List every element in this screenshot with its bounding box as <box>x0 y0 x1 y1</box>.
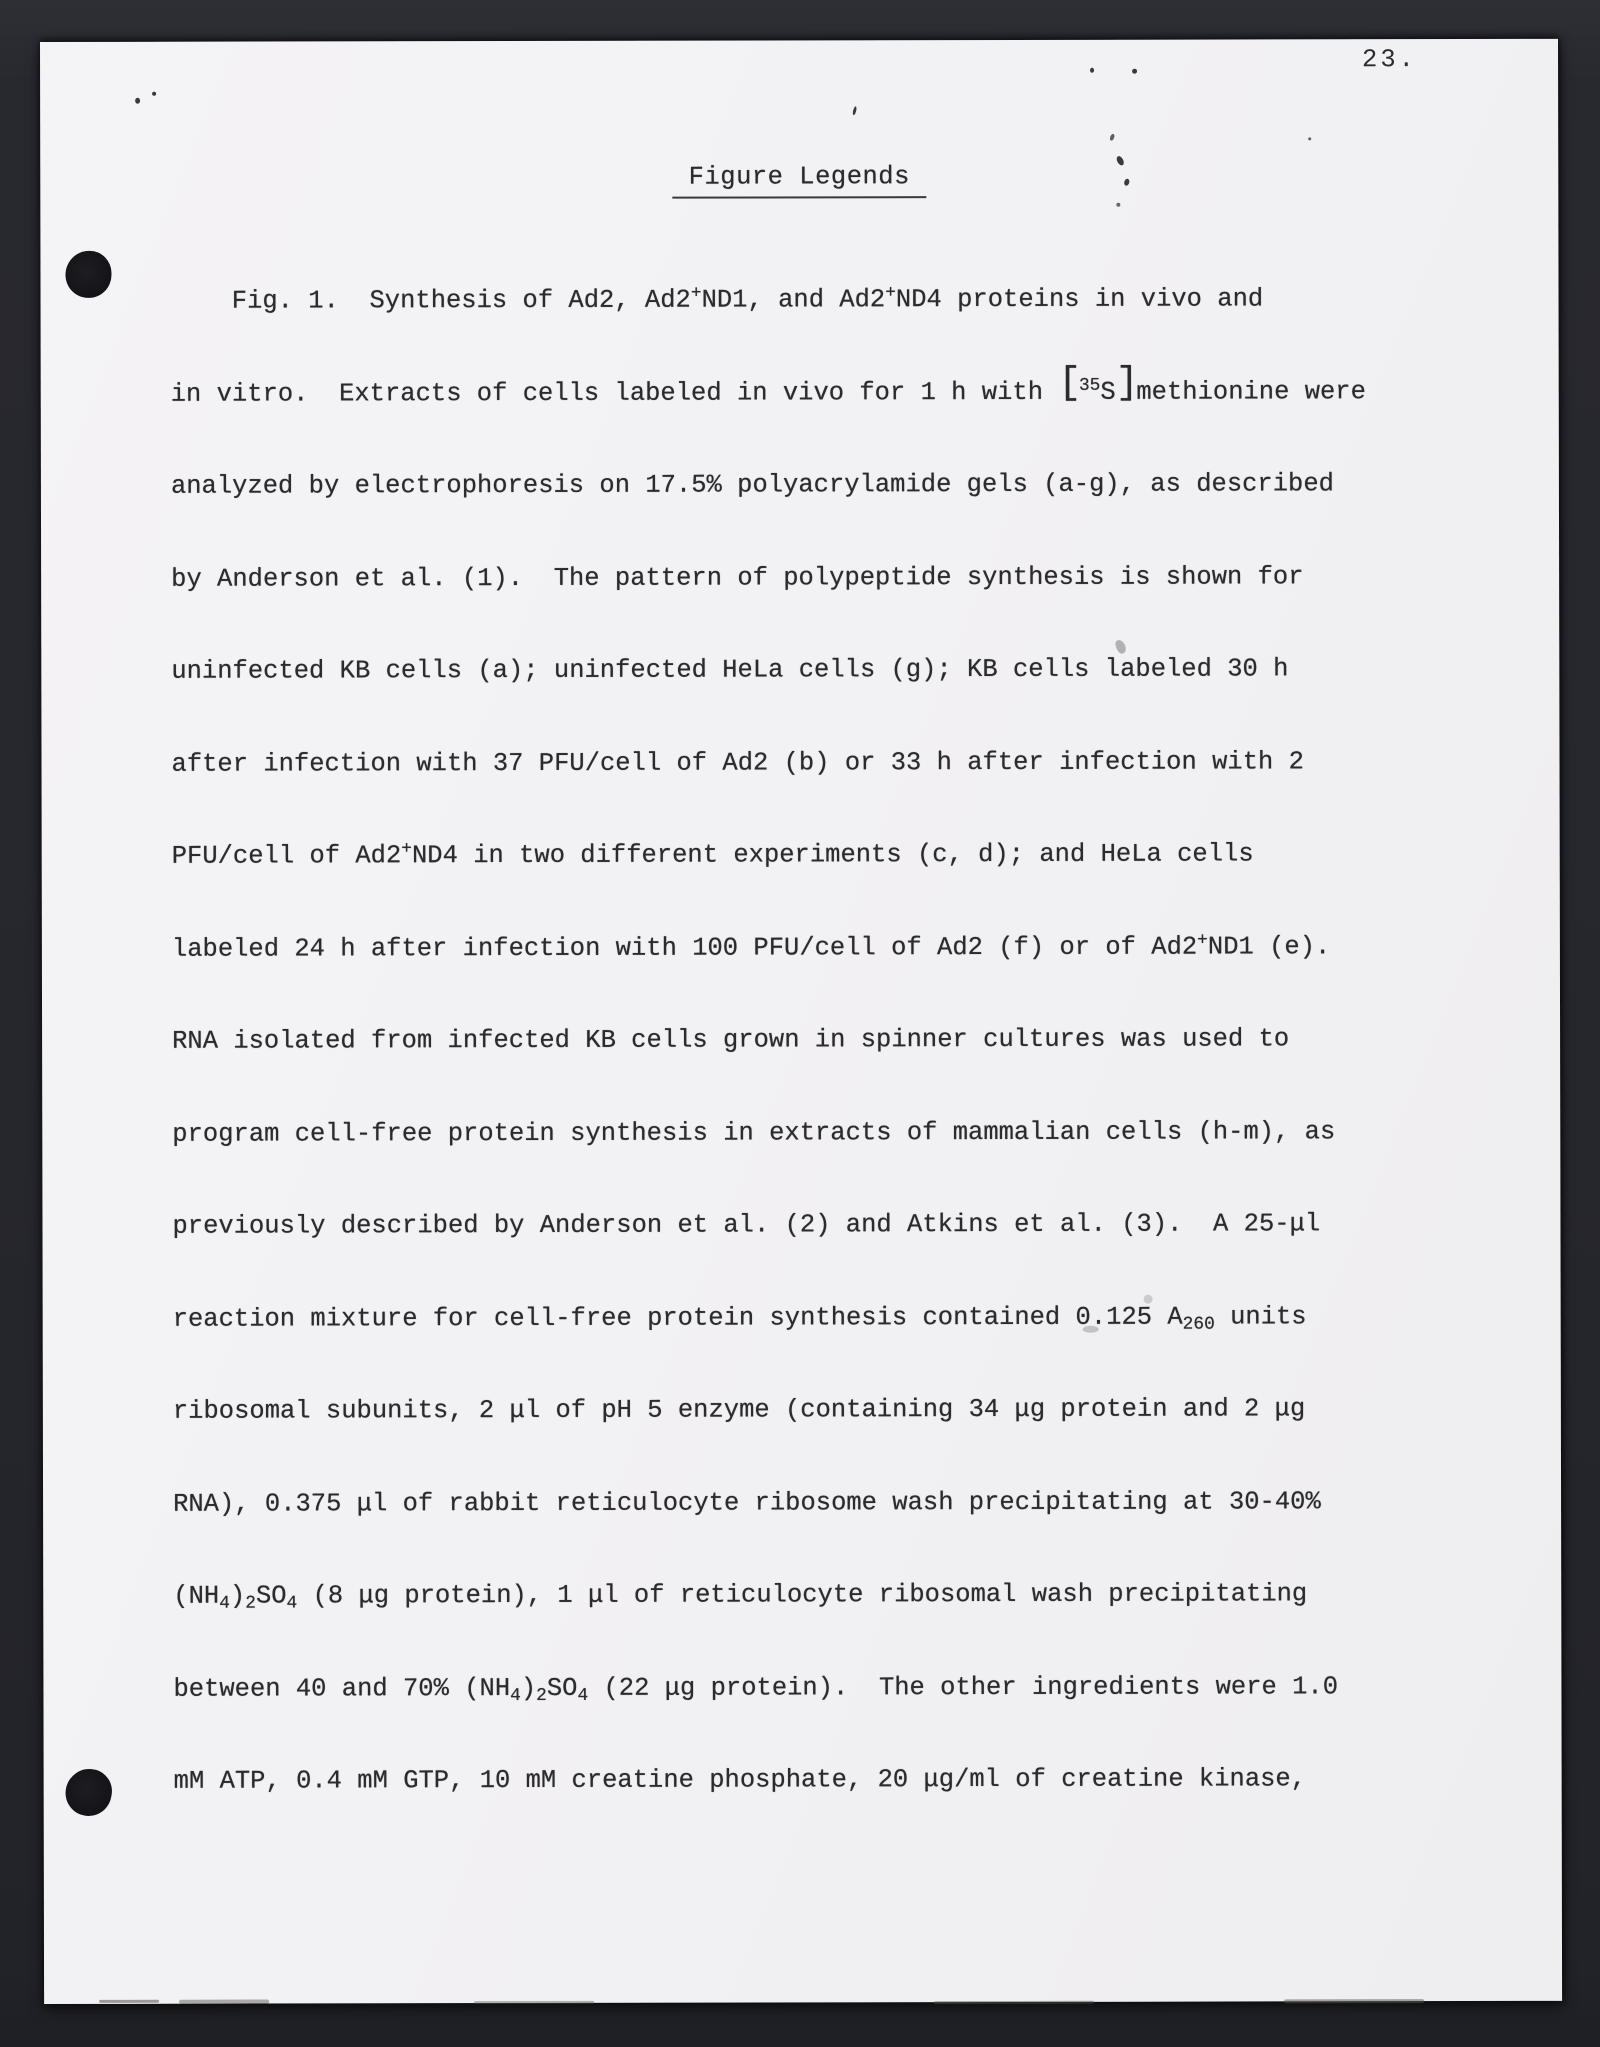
subscript: 260 <box>1182 1314 1215 1335</box>
large-left-bracket: [ <box>1058 361 1079 406</box>
superscript: 35 <box>1078 375 1101 396</box>
page-number: 23. <box>1362 45 1417 75</box>
subscript: 4 <box>577 1685 589 1706</box>
superscript: + <box>690 283 702 304</box>
paper-edge-fray <box>179 2000 269 2004</box>
figure-legend-text <box>170 253 1463 1828</box>
typed-line: mM ATP, 0.4 mM GTP, 10 mM creatine phosphate, 20 μg/ml of creatine kinase, <box>173 1764 1307 1796</box>
typed-line: uninfected KB cells (a); uninfected HeLa cells (g); KB cells labeled 30 h <box>171 654 1289 686</box>
superscript: + <box>885 283 896 304</box>
scan-speck <box>852 106 857 115</box>
scan-speck <box>1109 133 1115 141</box>
title-row <box>40 161 1558 200</box>
typed-line: in vitro. Extracts of cells labeled in vivo for 1 h with [$^{35}$S]methionine were <box>170 361 1366 409</box>
typed-line: RNA), 0.375 μl of rabbit reticulocyte ribosome wash precipitating at 30-40% <box>173 1486 1321 1519</box>
subscript: 2 <box>536 1685 547 1706</box>
typed-line: PFU/cell of Ad2+ND4 in two different experiments (c, d); and HeLa cells <box>171 839 1254 871</box>
scan-speck <box>1132 69 1137 74</box>
typed-line: labeled 24 h after infection with 100 PFU/cell of Ad2 (f) or of Ad2+ND1 (e). <box>171 930 1331 964</box>
paper-edge-fray <box>99 2000 159 2003</box>
hole-punch-top <box>65 251 111 298</box>
hole-punch-bottom <box>61 1765 116 1820</box>
typed-line: by Anderson et al. (1). The pattern of polypeptide synthesis is shown for <box>171 561 1304 594</box>
typed-line: program cell-free protein synthesis in extracts of mammalian cells (h-m), as <box>172 1116 1336 1149</box>
typed-line: ribosomal subunits, 2 μl of pH 5 enzyme (containing 34 μg protein and 2 μg <box>172 1394 1306 1426</box>
typed-line: between 40 and 70% $(NH_4)_2SO_4$ (22 μg protein). The other ingredients were 1.0 <box>173 1671 1339 1706</box>
section-title: Figure Legends <box>673 162 926 199</box>
scan-speck <box>1308 137 1311 140</box>
scan-speck <box>152 92 156 96</box>
scan-smudge <box>1083 1326 1099 1333</box>
typed-line: RNA isolated from infected KB cells grown in spinner cultures was used to <box>172 1024 1290 1056</box>
scan-speck <box>135 98 140 104</box>
paper-edge-fray <box>474 2001 594 2004</box>
typed-line: analyzed by electrophoresis on 17.5% polyacrylamide gels (a-g), as described <box>170 469 1334 501</box>
superscript: + <box>1197 930 1208 951</box>
scan-smudge <box>1144 1295 1153 1304</box>
typed-line: after infection with 37 PFU/cell of Ad2 (b) or 33 h after infection with 2 <box>171 746 1304 779</box>
paper-edge-fray <box>1284 1999 1424 2003</box>
manuscript-page <box>40 39 1562 2004</box>
scan-speck <box>1116 203 1120 207</box>
subscript: 4 <box>219 1593 230 1614</box>
subscript: 2 <box>245 1593 256 1614</box>
typed-line: previously described by Anderson et al. (2) and Atkins et al. (3). A 25-μl <box>172 1209 1321 1241</box>
scan-speck <box>1090 68 1094 73</box>
typed-line: reaction mixture for cell-free protein synthesis contained 0.125 $A_{260}$ units <box>172 1301 1307 1335</box>
typed-line: Fig. 1. Synthesis of Ad2, Ad2+ND1, and Ad2+ND4 proteins in vivo and <box>170 283 1264 316</box>
subscript: 4 <box>286 1593 298 1614</box>
paper-edge-fray <box>934 2001 1094 2004</box>
typed-line: $(NH_4)_2SO_4$ (8 μg protein), 1 μl of reticulocyte ribosomal wash precipitating <box>173 1579 1308 1614</box>
subscript: 4 <box>510 1685 521 1706</box>
superscript: + <box>401 839 412 860</box>
large-right-bracket: ] <box>1115 361 1137 405</box>
